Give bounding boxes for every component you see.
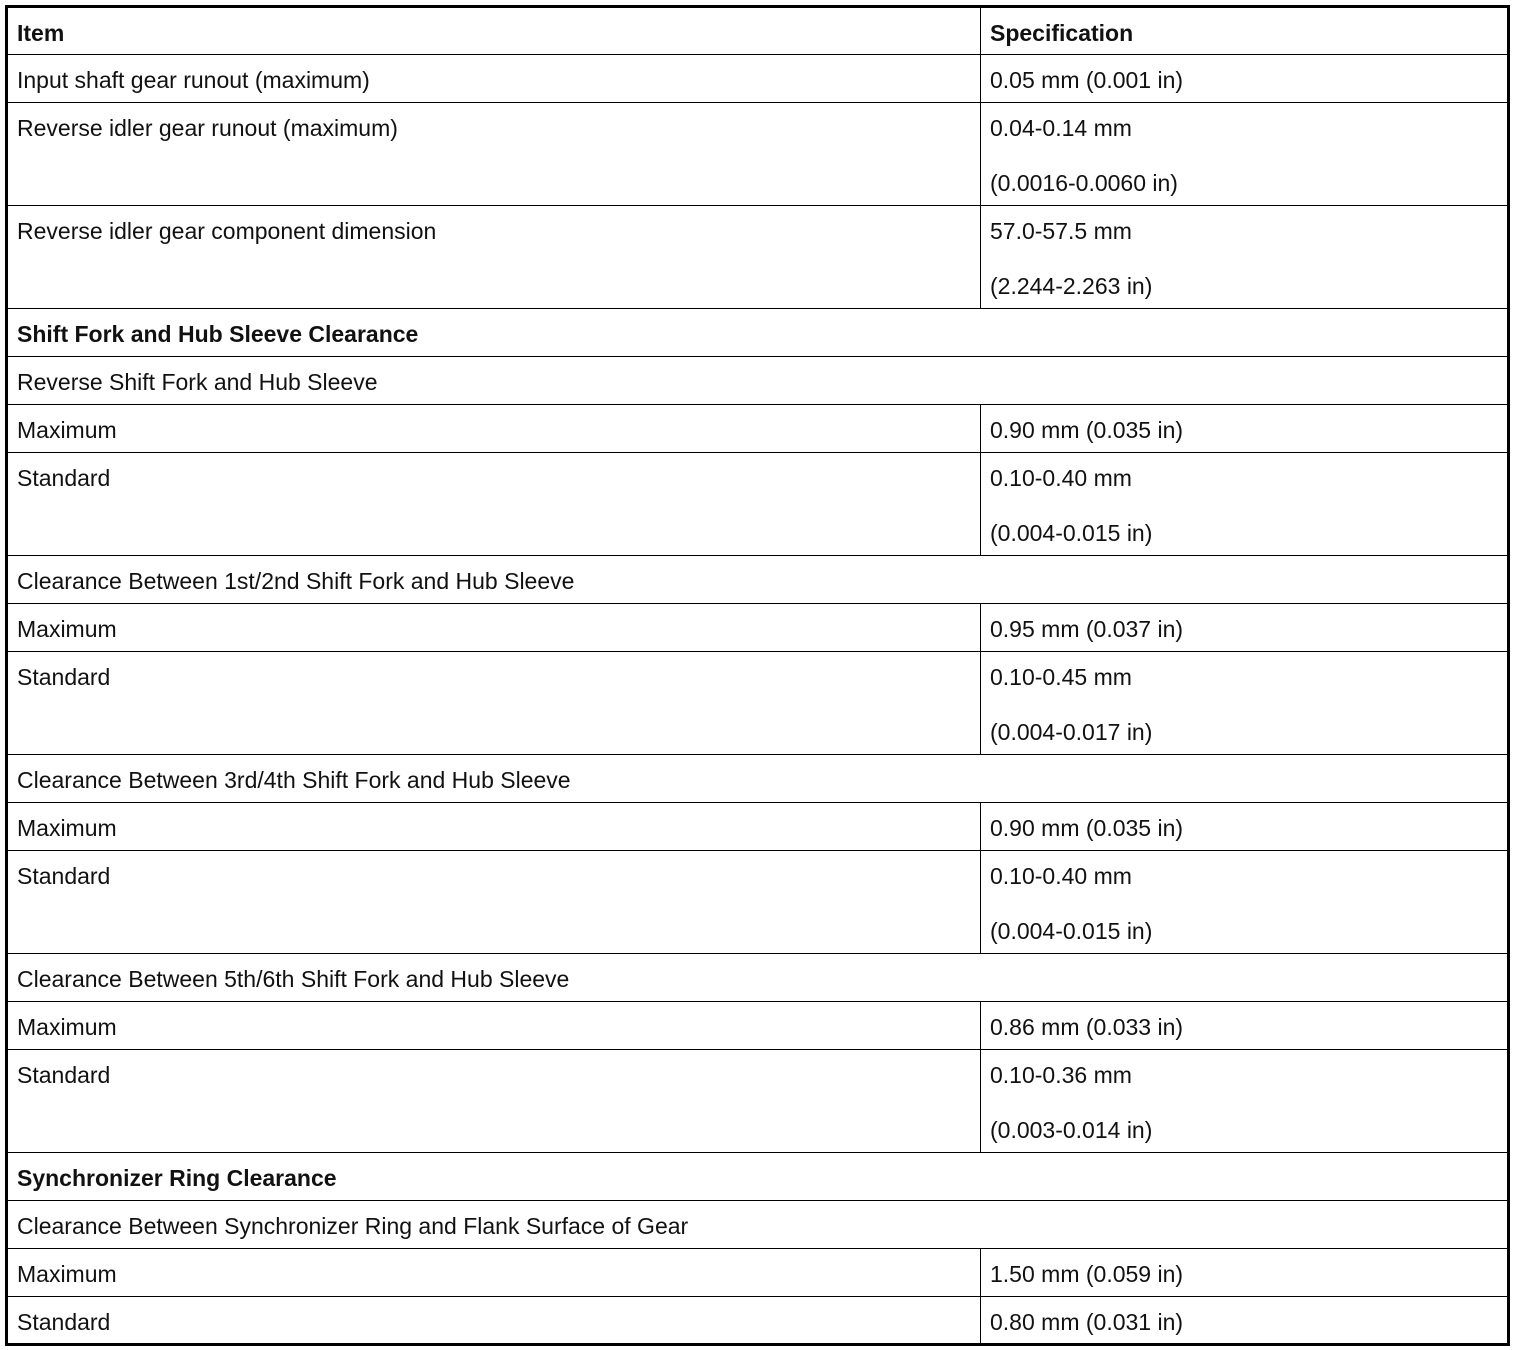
specification-value: 0.95 mm (0.037 in): [990, 616, 1184, 642]
specification-value: 0.04-0.14 mm: [990, 115, 1132, 141]
specification-cell: [981, 851, 1509, 954]
table-header-row: [7, 7, 1509, 55]
specification-cell: [981, 1297, 1509, 1345]
subsection-heading-row: [7, 556, 1509, 604]
table-row: [7, 1249, 1509, 1297]
specification-value: 0.80 mm (0.031 in): [990, 1309, 1184, 1335]
item-cell: Input shaft gear runout (maximum): [7, 55, 981, 103]
specification-cell: [981, 55, 1509, 103]
specification-value: (0.004-0.015 in): [990, 520, 1153, 546]
subsection-heading: Clearance Between 3rd/4th Shift Fork and Hub Sleeve: [7, 755, 1509, 803]
specification-cell: [981, 206, 1509, 309]
table-row: [7, 604, 1509, 652]
item-cell: Standard: [7, 1050, 981, 1153]
table-row: [7, 103, 1509, 206]
specification-cell: [981, 1249, 1509, 1297]
table-row: [7, 1002, 1509, 1050]
specification-cell: [981, 453, 1509, 556]
item-cell: Maximum: [7, 1002, 981, 1050]
specification-value: (0.004-0.017 in): [990, 719, 1153, 745]
specification-cell: [981, 103, 1509, 206]
item-cell: Maximum: [7, 1249, 981, 1297]
specification-value: (0.0016-0.0060 in): [990, 170, 1178, 196]
item-cell: Maximum: [7, 604, 981, 652]
item-cell: Reverse idler gear component dimension: [7, 206, 981, 309]
table-row: [7, 206, 1509, 309]
subsection-heading-row: [7, 1201, 1509, 1249]
subsection-heading: Clearance Between 1st/2nd Shift Fork and Hub Sleeve: [7, 556, 1509, 604]
item-cell: Standard: [7, 1297, 981, 1345]
item-cell: Standard: [7, 652, 981, 755]
subsection-heading-row: [7, 357, 1509, 405]
specification-value: 0.90 mm (0.035 in): [990, 417, 1184, 443]
specification-value: 1.50 mm (0.059 in): [990, 1261, 1184, 1287]
specification-cell: [981, 604, 1509, 652]
item-cell: Reverse idler gear runout (maximum): [7, 103, 981, 206]
specification-cell: [981, 1050, 1509, 1153]
subsection-heading: Clearance Between 5th/6th Shift Fork and Hub Sleeve: [7, 954, 1509, 1002]
item-cell: Standard: [7, 453, 981, 556]
subsection-heading: Clearance Between Synchronizer Ring and Flank Surface of Gear: [7, 1201, 1509, 1249]
column-header-item: Item: [7, 7, 981, 55]
item-cell: Maximum: [7, 803, 981, 851]
table-row: [7, 55, 1509, 103]
specification-value: 57.0-57.5 mm: [990, 218, 1132, 244]
table-row: [7, 1297, 1509, 1345]
section-heading-row: [7, 309, 1509, 357]
column-header-specification: Specification: [981, 7, 1509, 55]
item-cell: Maximum: [7, 405, 981, 453]
specification-value: (2.244-2.263 in): [990, 273, 1153, 299]
specification-value: 0.10-0.40 mm: [990, 465, 1132, 491]
subsection-heading-row: [7, 755, 1509, 803]
section-heading-row: [7, 1153, 1509, 1201]
specification-value: (0.004-0.015 in): [990, 918, 1153, 944]
specification-value: (0.003-0.014 in): [990, 1117, 1153, 1143]
subsection-heading: Reverse Shift Fork and Hub Sleeve: [7, 357, 1509, 405]
specification-table: [5, 5, 1510, 1346]
section-heading: Shift Fork and Hub Sleeve Clearance: [7, 309, 1509, 357]
table-body: [7, 55, 1509, 1345]
specification-value: 0.86 mm (0.033 in): [990, 1014, 1184, 1040]
specification-cell: [981, 405, 1509, 453]
table-row: [7, 652, 1509, 755]
specification-cell: [981, 652, 1509, 755]
specification-cell: [981, 1002, 1509, 1050]
item-cell: Standard: [7, 851, 981, 954]
table-row: [7, 453, 1509, 556]
table-row: [7, 405, 1509, 453]
table-row: [7, 803, 1509, 851]
specification-value: 0.10-0.45 mm: [990, 664, 1132, 690]
subsection-heading-row: [7, 954, 1509, 1002]
specification-value: 0.10-0.36 mm: [990, 1062, 1132, 1088]
table-row: [7, 851, 1509, 954]
specification-value: 0.05 mm (0.001 in): [990, 67, 1184, 93]
specification-cell: [981, 803, 1509, 851]
specification-value: 0.10-0.40 mm: [990, 863, 1132, 889]
section-heading: Synchronizer Ring Clearance: [7, 1153, 1509, 1201]
table-row: [7, 1050, 1509, 1153]
specification-value: 0.90 mm (0.035 in): [990, 815, 1184, 841]
